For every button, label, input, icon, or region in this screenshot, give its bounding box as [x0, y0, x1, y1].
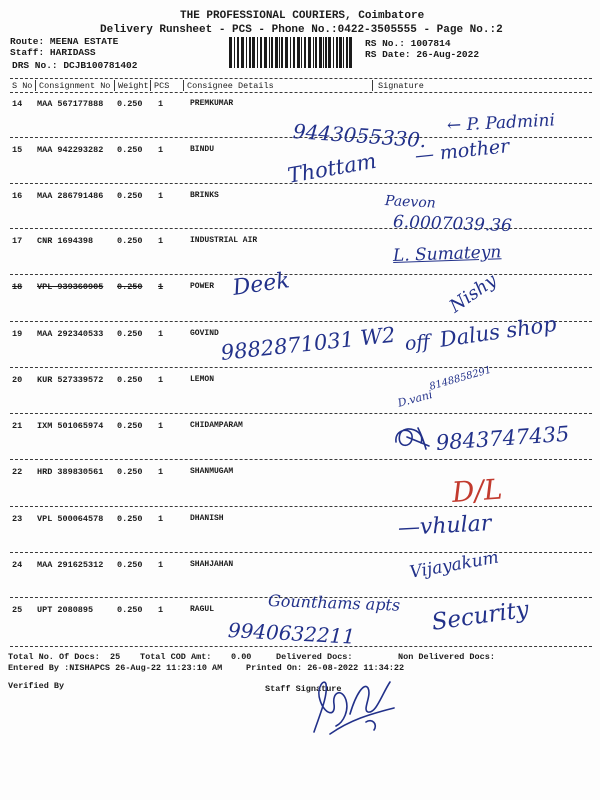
row-weight: 0.250	[117, 605, 143, 615]
entered-by: Entered By :NISHAPCS 26-Aug-22 11:23:10 AM	[8, 663, 223, 673]
barcode-bar	[336, 37, 338, 68]
row-weight: 0.250	[117, 236, 143, 246]
handwritten-phone-number: 8148858291	[428, 364, 493, 393]
row-separator	[10, 413, 592, 414]
column-divider	[372, 80, 373, 91]
row-consignment-no: HRD 389830561	[37, 467, 104, 477]
row-consignment-no: UPT 2080895	[37, 605, 94, 615]
row-separator	[10, 459, 592, 460]
barcode-bar	[343, 37, 344, 68]
rs-date-line	[365, 50, 479, 60]
staff-value: HARIDASS	[49, 47, 96, 58]
row-consignee: INDUSTRIAL AIR	[190, 236, 258, 245]
barcode-bar	[264, 37, 267, 68]
route-label: Route:	[10, 36, 45, 47]
handwritten-signature: L. Sumateyn	[392, 242, 502, 266]
delivery-status-mark: D/L	[450, 472, 504, 509]
table-row	[0, 514, 600, 524]
barcode-bar	[304, 37, 306, 68]
rs-date-label: RS Date:	[365, 49, 411, 60]
row-weight: 0.250	[117, 560, 143, 570]
row-weight: 0.250	[117, 191, 143, 201]
row-separator	[10, 506, 592, 507]
handwritten-phone-number: 6.0007039.36	[392, 212, 513, 237]
handwritten-signature: Paevon	[384, 193, 437, 212]
row-separator	[10, 367, 592, 368]
handwritten-note: Dalus shop	[438, 311, 558, 352]
barcode-bar	[275, 37, 278, 68]
handwritten-signature: Vijayakum	[408, 547, 501, 583]
row-sno: 15	[12, 145, 23, 155]
barcode-bar	[325, 37, 327, 68]
handwritten-signature: —vhular	[397, 511, 492, 541]
column-header-sno: S No	[12, 81, 33, 91]
rs-date-value: 26-Aug-2022	[416, 49, 480, 60]
total-cod-label: Total COD Amt:	[140, 652, 212, 662]
barcode-bar	[241, 37, 244, 68]
runsheet-subtitle: Delivery Runsheet - PCS - Phone No.:0422-3505555 - Page No.:2	[100, 24, 503, 36]
row-sno: 18	[12, 282, 23, 292]
rs-number-line	[365, 39, 451, 49]
barcode-bar	[297, 37, 300, 68]
row-separator	[10, 552, 592, 553]
row-consignee: PREMKUMAR	[190, 99, 234, 108]
row-pcs: 1	[158, 467, 164, 477]
handwritten-note: Security	[430, 596, 531, 636]
barcode-bar	[346, 37, 348, 68]
row-pcs: 1	[158, 191, 164, 201]
row-weight: 0.250	[117, 145, 143, 155]
handwritten-signature: Nishy	[445, 269, 501, 318]
row-pcs: 1	[158, 514, 164, 524]
row-consignment-no: KUR 527339572	[37, 375, 104, 385]
barcode-bar	[301, 37, 302, 68]
row-separator	[10, 274, 592, 275]
barcode-bar	[333, 37, 334, 68]
total-cod-value: 0.00	[231, 652, 252, 662]
barcode	[228, 37, 355, 68]
table-row	[0, 99, 600, 109]
row-sno: 25	[12, 605, 23, 615]
handwritten-phone-number: 9843747435	[435, 421, 571, 455]
staff-signature-label: Staff Signature	[265, 684, 342, 694]
row-pcs: 1	[158, 282, 164, 292]
barcode-bar	[234, 37, 235, 68]
row-pcs: 1	[158, 145, 164, 155]
barcode-bar	[308, 37, 311, 68]
header-bottom-rule	[10, 92, 592, 93]
barcode-bar	[257, 37, 258, 68]
row-weight: 0.250	[117, 329, 143, 339]
row-sno: 16	[12, 191, 23, 201]
row-consignment-no: MAA 286791486	[37, 191, 104, 201]
handwritten-phone-number: 9940632211	[227, 618, 356, 649]
row-sno: 20	[12, 375, 23, 385]
printed-on: Printed On: 26-08-2022 11:34:22	[246, 663, 405, 673]
row-weight: 0.250	[117, 514, 143, 524]
route-line	[10, 37, 118, 47]
row-weight: 0.250	[117, 375, 143, 385]
table-row	[0, 375, 600, 385]
barcode-bar	[319, 37, 322, 68]
handwritten-phone-number: 9443055330.	[292, 119, 428, 153]
table-row	[0, 236, 600, 246]
row-weight: 0.250	[117, 467, 143, 477]
drs-line	[12, 61, 137, 71]
column-header-consignee: Consignee Details	[187, 81, 274, 91]
row-sno: 14	[12, 99, 23, 109]
row-sno: 22	[12, 467, 23, 477]
row-pcs: 1	[158, 99, 164, 109]
column-divider	[114, 80, 115, 91]
row-consignment-no: MAA 942293282	[37, 145, 104, 155]
barcode-bar	[269, 37, 270, 68]
handwritten-note: Deek	[231, 268, 292, 301]
barcode-bar	[285, 37, 288, 68]
column-header-pcs: PCS	[154, 81, 170, 91]
barcode-bar	[349, 37, 352, 68]
column-header-weight: Weight	[118, 81, 149, 91]
handwritten-note: Thottam	[285, 148, 379, 188]
row-consignee: RAGUL	[190, 605, 215, 614]
row-consignee: GOVIND	[190, 329, 219, 338]
route-value: MEENA ESTATE	[49, 36, 119, 47]
table-row	[0, 282, 600, 292]
barcode-bar	[246, 37, 247, 68]
verified-by-label: Verified By	[8, 681, 65, 691]
barcode-bar	[328, 37, 331, 68]
barcode-bar	[229, 37, 232, 68]
row-consignee: SHANMUGAM	[190, 467, 234, 476]
row-pcs: 1	[158, 421, 164, 431]
row-consignment-no: MAA 292340533	[37, 329, 104, 339]
rs-number-label: RS No.:	[365, 38, 405, 49]
barcode-bar	[315, 37, 317, 68]
row-consignment-no: MAA 291625312	[37, 560, 104, 570]
barcode-bar	[290, 37, 291, 68]
row-sno: 23	[12, 514, 23, 524]
barcode-bar	[313, 37, 314, 68]
handwritten-phone-number: 9882871031 W2	[219, 322, 397, 365]
handwritten-note: Gounthams apts	[267, 591, 401, 615]
table-row	[0, 191, 600, 201]
barcode-bar	[260, 37, 262, 68]
row-sno: 19	[12, 329, 23, 339]
header-top-rule	[10, 78, 592, 79]
barcode-bar	[323, 37, 324, 68]
row-pcs: 1	[158, 605, 164, 615]
column-header-consignment: Consignment No	[39, 81, 111, 91]
row-weight: 0.250	[117, 282, 143, 292]
company-title: THE PROFESSIONAL COURIERS, Coimbatore	[180, 10, 425, 22]
drs-value: DCJB100781402	[63, 60, 138, 71]
non-delivered-docs-label: Non Delivered Docs:	[398, 652, 495, 662]
barcode-bar	[249, 37, 251, 68]
row-weight: 0.250	[117, 99, 143, 109]
row-consignment-no: MAA 567177888	[37, 99, 104, 109]
row-weight: 0.250	[117, 421, 143, 431]
barcode-bar	[281, 37, 283, 68]
row-consignee: POWER	[190, 282, 215, 291]
handwritten-note: — mother	[413, 135, 511, 167]
total-docs-label: Total No. Of Docs:	[8, 652, 100, 662]
rs-number-value: 1007814	[410, 38, 451, 49]
handwritten-signature: D.vani	[396, 388, 434, 410]
row-consignment-no: CNR 1694398	[37, 236, 94, 246]
table-bottom-rule	[10, 646, 592, 647]
row-pcs: 1	[158, 560, 164, 570]
column-divider	[150, 80, 151, 91]
column-divider	[183, 80, 184, 91]
row-sno: 21	[12, 421, 23, 431]
row-pcs: 1	[158, 329, 164, 339]
row-consignee: BRINKS	[190, 191, 219, 200]
total-docs-value: 25	[110, 652, 121, 662]
row-consignee: SHAHJAHAN	[190, 560, 234, 569]
row-consignment-no: VPL 500064578	[37, 514, 104, 524]
staff-label: Staff:	[10, 47, 45, 58]
row-pcs: 1	[158, 375, 164, 385]
column-header-signature: Signature	[378, 81, 424, 91]
delivered-docs-label: Delivered Docs:	[276, 652, 353, 662]
row-consignment-no: IXM 501065974	[37, 421, 104, 431]
drs-label: DRS No.:	[12, 60, 58, 71]
staff-signature-scribble	[306, 674, 398, 740]
row-sno: 24	[12, 560, 23, 570]
row-consignee: BINDU	[190, 145, 215, 154]
handwritten-signature: ← P. Padmini	[446, 110, 556, 136]
staff-line	[10, 48, 96, 58]
row-consignee: CHIDAMPARAM	[190, 421, 243, 430]
barcode-bar	[271, 37, 273, 68]
table-row	[0, 560, 600, 570]
barcode-bar	[252, 37, 255, 68]
barcode-bar	[279, 37, 280, 68]
barcode-bar	[339, 37, 342, 68]
handwritten-note: off	[403, 330, 431, 355]
column-divider	[35, 80, 36, 91]
row-consignee: DHANISH	[190, 514, 224, 523]
signature-scribble	[390, 422, 432, 452]
row-sno: 17	[12, 236, 23, 246]
row-consignee: LEMON	[190, 375, 215, 384]
row-pcs: 1	[158, 236, 164, 246]
row-consignment-no: VPL 939360905	[37, 282, 104, 292]
barcode-bar	[237, 37, 239, 68]
table-row	[0, 467, 600, 477]
barcode-bar	[293, 37, 295, 68]
